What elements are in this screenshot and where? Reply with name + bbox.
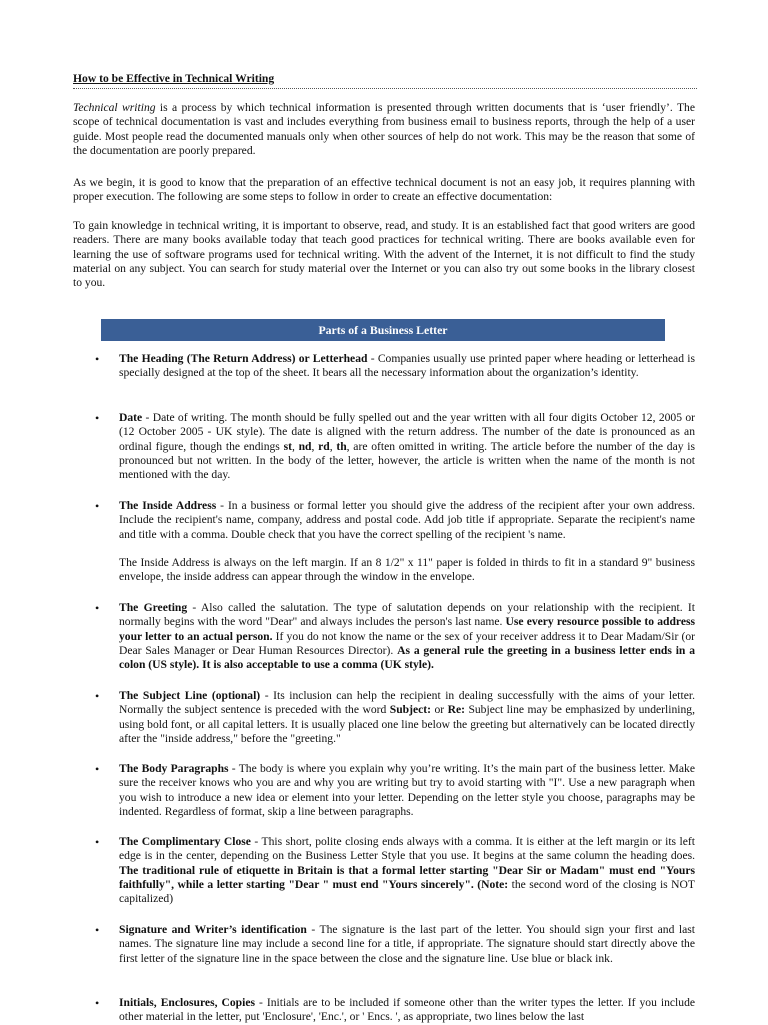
bold-run: The traditional rule of etiquette in Britain is that a formal letter starting "Dear Sir or Madam" must end "Yours faithfully", while a letter starting "Dear " must end "Yours sincerely". (Note:: [119, 863, 695, 891]
text-run: - The signature is the last part of the letter. You should sign your first and last names. The signature line may include a second line for a title, if appropriate. The signature should start directly above the first letter of the signature line in the space between the close and the signature line. Use blue or black ink.: [119, 923, 695, 965]
text-run: - In a business or formal letter you should give the address of the recipient after your own address. Include the recipient's name, company, address and postal code. Add job title if appropriate. Separate the recipient's name and title with a comma. Double check that you have the correct spelling of the recipient 's name.: [119, 499, 695, 541]
list-item-text: [119, 601, 695, 672]
list-item-text: [119, 689, 695, 746]
bullet-icon: •: [95, 923, 100, 937]
bullet-icon: •: [95, 835, 100, 849]
text-run: ,: [291, 439, 299, 453]
text-run: - Companies usually use printed paper where heading or letterhead is specially designed at the top of the sheet. It bears all the necessary information about the organization’s identity.: [119, 352, 695, 380]
intro-paragraph-2: As we begin, it is good to know that the preparation of an effective technical document is not an easy job, it requires planning with proper execution. The following are some steps to follow in order to create an effective documentation:: [73, 176, 695, 204]
bold-run: rd: [318, 439, 330, 453]
bold-run: The Inside Address: [119, 499, 217, 512]
bullet-icon: •: [95, 411, 100, 425]
bold-run: st: [283, 439, 292, 453]
section-banner: Parts of a Business Letter: [101, 319, 665, 341]
intro-paragraph-1: [73, 101, 695, 158]
intro-lead-term: Technical writing: [73, 101, 156, 114]
text-run: , are often omitted in writing. The article before the number of the day is pronounced but not written. In the body of the letter, however, the article is written when the name of the month is not mentioned with the day.: [119, 439, 695, 482]
bold-run: Signature and Writer’s identification: [119, 923, 307, 936]
intro-paragraph-3: To gain knowledge in technical writing, it is important to observe, read, and study. It is an established fact that good writers are good readers. There are many books available today that teach good practices for technical writing. There are books available even for learning the use of software programs used for technical writing. With the advent of the Internet, it is not difficult to find the study material on any subject. You can search for study material over the Internet or you can also try out some books in the library closest to you.: [73, 219, 695, 290]
bold-run: The Heading (The Return Address) or Letterhead: [119, 352, 368, 365]
bold-run: The Complimentary Close: [119, 835, 251, 848]
bullet-icon: •: [95, 762, 100, 776]
text-run: - This short, polite closing ends always with a comma. It is either at the left margin or its left edge is in the center, depending on the Business Letter Style that you use. It begins at the same column the heading does.: [119, 835, 695, 863]
document-title: How to be Effective in Technical Writing: [73, 72, 697, 89]
text-run: or: [430, 703, 448, 717]
bold-run: Subject:: [389, 703, 431, 717]
text-run: ,: [329, 439, 337, 453]
bullet-icon: •: [95, 601, 100, 615]
list-item-text: [119, 835, 695, 906]
bold-run: As a general rule the greeting in a business letter ends in a colon (US style). It is also acceptable to use a comma (UK style).: [119, 643, 695, 672]
bold-run: Re:: [447, 703, 465, 717]
list-item-text: [119, 411, 695, 482]
list-item-text: [119, 996, 695, 1025]
list-item-text: [119, 352, 695, 381]
bold-run: Initials, Enclosures, Copies: [119, 996, 255, 1009]
bullet-icon: •: [95, 352, 100, 366]
bold-run: The Greeting: [119, 601, 188, 614]
bullet-icon: •: [95, 996, 100, 1010]
bold-run: The Body Paragraphs: [119, 762, 229, 775]
list-item-text: [119, 499, 695, 542]
bold-run: Use every resource possible to address your letter to an actual person.: [119, 615, 696, 643]
intro-paragraph-1-text: is a process by which technical information is presented through written documents that is ‘user friendly’. The scope of technical documentation is vast and includes everything from business email to business reports, through the help of a user guide. Most people read the documented manuals only when other sources of help do not work. This may be the reason that some of the documentation are poorly prepared.: [73, 101, 695, 157]
bold-run: th: [336, 439, 347, 453]
bullet-icon: •: [95, 499, 100, 513]
text-run: - Initials are to be included if someone other than the writer types the letter. If you include other material in the letter, put 'Enclosure', 'Enc.', or ' Encs. ', as appropriate, two lines below the last: [119, 996, 696, 1024]
text-run: the second word of the closing is NOT capitalized): [119, 877, 695, 906]
text-run: - Date of writing. The month should be fully spelled out and the year written with all four digits October 12, 2005 or (12 October 2005 - UK style). The date is aligned with the return address. The number of the date is pronounced as an ordinal figure, though the endings: [119, 411, 695, 453]
list-item-text: [119, 762, 695, 819]
text-run: ,: [311, 439, 319, 453]
text-run: If you do not know the name or the sex of your receiver address it to Dear Madam/Sir (or Dear Sales Manager or Dear Human Resources Director).: [119, 629, 695, 657]
text-run: - Its inclusion can help the recipient in dealing successfully with the aims of your letter. Normally the subject sentence is preceded with the word: [119, 689, 695, 717]
bold-run: Date: [119, 411, 143, 424]
text-run: Subject line may be emphasized by underlining, using bold font, or all capital letters. It is usually placed one line below the greeting but alternatively can be located directly after the "inside address," before the "greeting.": [119, 703, 695, 745]
text-run: - The body is where you explain why you’re writing. It’s the main part of the business letter. Make sure the receiver knows who you are and why you are writing but try to avoid starting with "I". Use a new paragraph when you wish to introduce a new idea or element into your letter. Depending on the letter style you choose, paragraphs may be indented. Regardless of format, skip a line between paragraphs.: [119, 762, 695, 818]
list-item-text: [119, 923, 695, 966]
bullet-icon: •: [95, 689, 100, 703]
bold-run: The Subject Line (optional): [119, 689, 261, 702]
bold-run: nd: [298, 439, 312, 453]
list-item-subparagraph: The Inside Address is always on the left margin. If an 8 1/2" x 11" paper is folded in thirds to fit in a standard 9" business envelope, the inside address can appear through the window in the envelope.: [119, 555, 695, 584]
text-run: - Also called the salutation. The type of salutation depends on your relationship with the recipient. It normally begins with the word "Dear" and always includes the person's last name.: [119, 601, 695, 629]
